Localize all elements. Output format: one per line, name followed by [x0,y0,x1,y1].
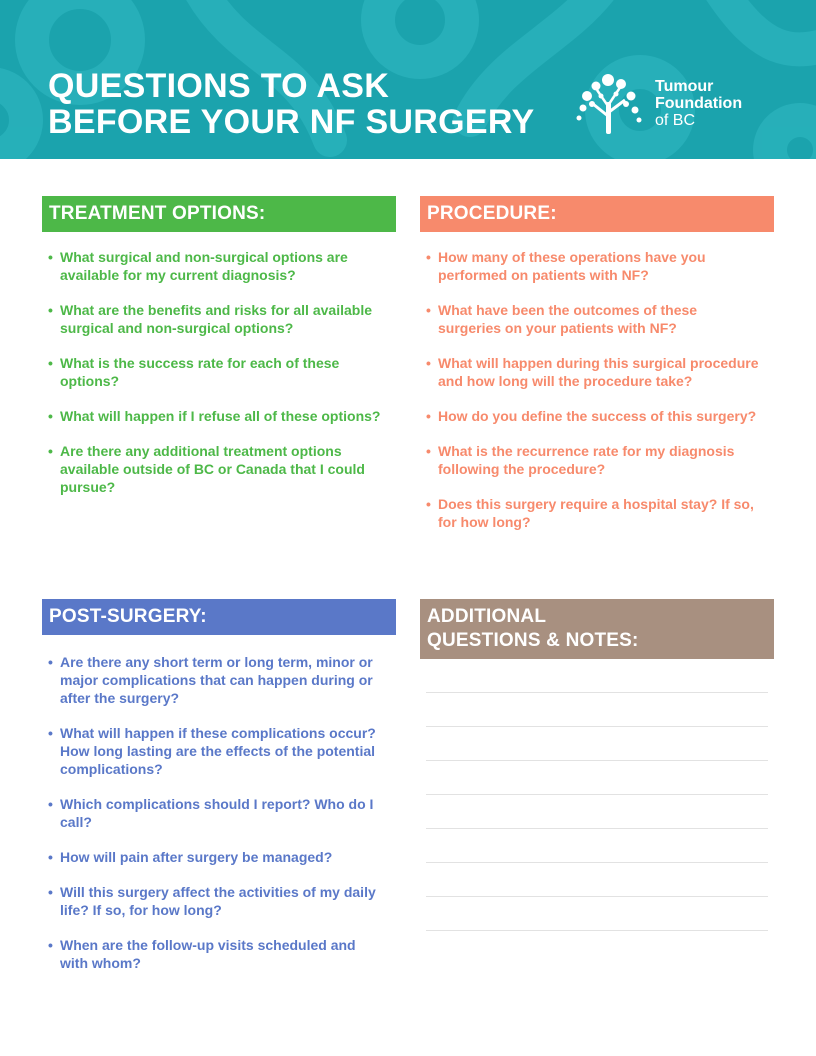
question-item: • When are the follow-up visits scheduled and with whom? [48,936,382,972]
question-item: • Are there any short term or long term, minor or major complications that can happen during or after the surgery? [48,653,382,707]
procedure-section [420,196,774,548]
treatment-options-section [42,196,396,513]
additional-notes-section [420,599,774,931]
question-item: • What will happen if I refuse all of these options? [48,407,382,425]
section-heading: PROCEDURE: [420,196,774,232]
question-item: • Will this surgery affect the activities of my daily life? If so, for how long? [48,883,382,919]
question-item: • Are there any additional treatment options available outside of BC or Canada that I could pursue? [48,442,382,496]
section-heading: POST-SURGERY: [42,599,396,635]
question-list [420,248,774,531]
question-list [42,653,396,972]
note-line[interactable] [426,897,768,931]
page-title: QUESTIONS TO ASK BEFORE YOUR NF SURGERY [48,67,535,141]
question-item: • Does this surgery require a hospital stay? If so, for how long? [426,495,760,531]
note-line[interactable] [426,795,768,829]
question-item: • What will happen during this surgical procedure and how long will the procedure take? [426,354,760,390]
page-header [0,0,816,159]
question-item: • How many of these operations have you performed on patients with NF? [426,248,760,284]
foundation-name: Tumour Foundation of BC [655,78,743,129]
note-line[interactable] [426,829,768,863]
note-line[interactable] [426,727,768,761]
question-item: • What is the success rate for each of these options? [48,354,382,390]
question-list [42,248,396,496]
post-surgery-section [42,599,396,989]
question-item: • What surgical and non-surgical options are available for my current diagnosis? [48,248,382,284]
question-item: • How will pain after surgery be managed? [48,848,382,866]
question-item: • What have been the outcomes of these surgeries on your patients with NF? [426,301,760,337]
note-line[interactable] [426,761,768,795]
note-line[interactable] [426,693,768,727]
section-heading: TREATMENT OPTIONS: [42,196,396,232]
foundation-logo [575,72,775,136]
question-item: • What will happen if these complications occur? How long lasting are the effects of the potential complications? [48,724,382,778]
note-line[interactable] [426,863,768,897]
notes-lines [420,659,774,931]
question-item: • Which complications should I report? Who do I call? [48,795,382,831]
question-item: • How do you define the success of this surgery? [426,407,760,425]
note-line[interactable] [426,659,768,693]
question-item: • What are the benefits and risks for all available surgical and non-surgical options? [48,301,382,337]
question-item: • What is the recurrence rate for my diagnosis following the procedure? [426,442,760,478]
section-heading: ADDITIONAL QUESTIONS & NOTES: [420,599,774,659]
tree-icon [575,72,643,136]
